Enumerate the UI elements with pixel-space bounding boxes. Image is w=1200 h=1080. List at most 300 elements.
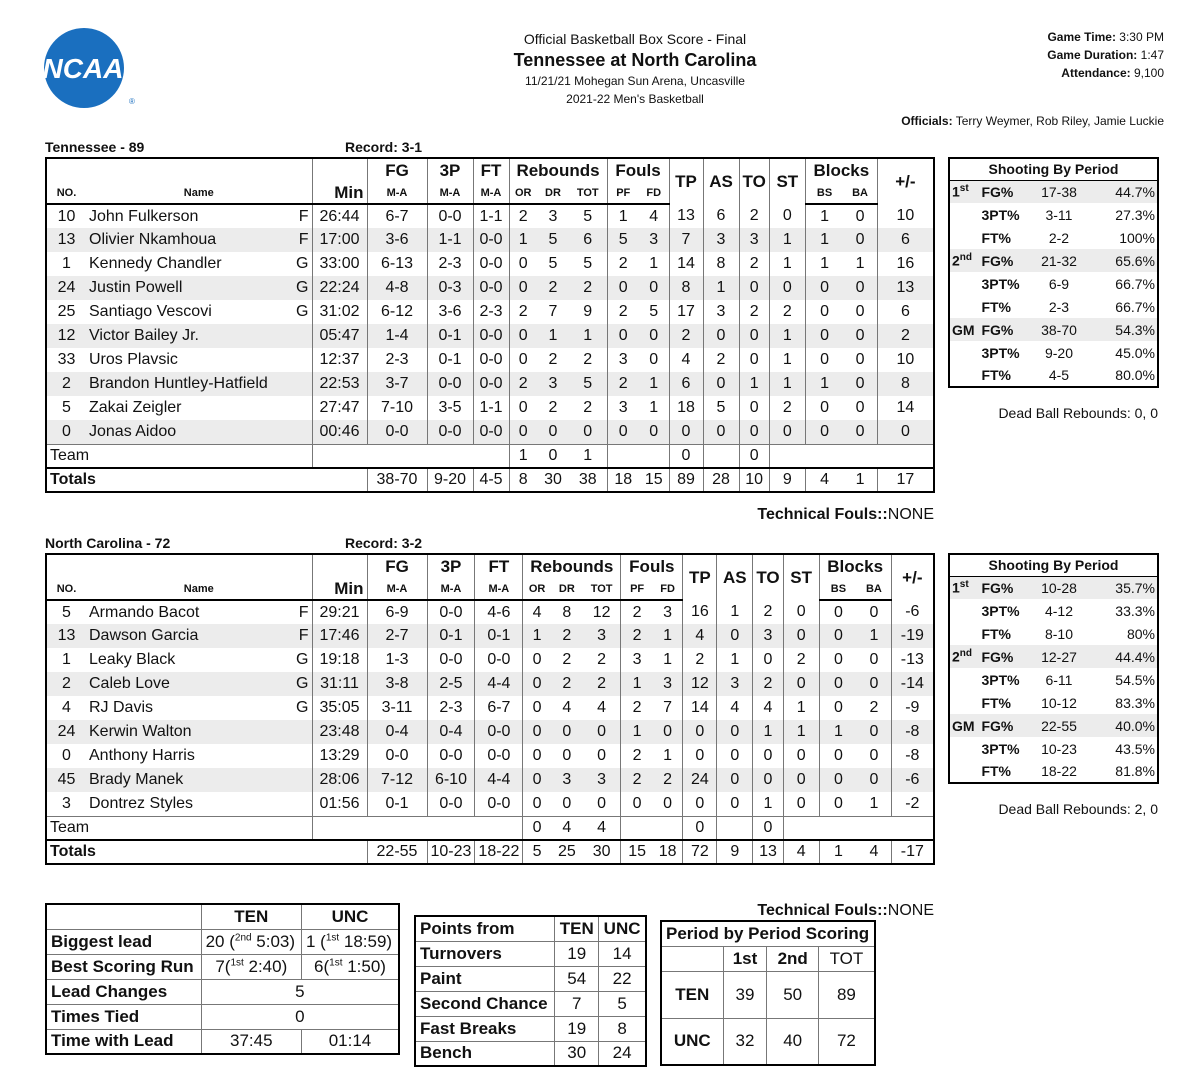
player-ft: 0-0 [475, 792, 523, 816]
player-number: 1 [62, 255, 71, 272]
sbp-stat: FG% [979, 576, 1025, 599]
player-bs: 0 [819, 600, 857, 624]
player-row [46, 372, 934, 396]
player-ba: 0 [843, 420, 877, 444]
header-fg-ma: M-A [367, 182, 427, 204]
player-fg: 6-7 [367, 204, 427, 228]
player-pf: 0 [607, 276, 639, 300]
player-row [46, 276, 934, 300]
totals-tp3: 9-20 [427, 468, 473, 492]
totals-dr: 30 [537, 468, 569, 492]
player-minutes: 26:44 [312, 204, 367, 228]
sbp-percent: 80% [1126, 625, 1155, 642]
sbp-period-num: 1 [952, 580, 960, 597]
sbp-period-num: 2 [952, 648, 960, 665]
player-position: F [298, 627, 309, 644]
header-tp: TP [669, 158, 703, 204]
player-number: 1 [62, 651, 71, 668]
player-tot: 3 [583, 624, 621, 648]
player-tp3: 6-10 [427, 768, 475, 792]
sbp-row [949, 668, 1158, 691]
player-row [46, 624, 934, 648]
header-tp: TP [683, 554, 717, 600]
player-pf: 0 [621, 792, 653, 816]
totals-or: 8 [509, 468, 537, 492]
player-dr: 0 [551, 720, 583, 744]
player-bs: 0 [805, 300, 843, 324]
sbp-percent: 44.4% [1093, 645, 1158, 668]
player-ft: 0-0 [475, 720, 523, 744]
player-name: RJ Davis [89, 699, 154, 716]
player-name: Olivier Nkamhoua [89, 231, 217, 248]
player-fg: 0-0 [367, 420, 427, 444]
player-pf: 3 [607, 396, 639, 420]
player-name-cell [86, 624, 312, 648]
sbp-stat: 3PT% [981, 602, 1020, 619]
player-minutes: 31:11 [312, 672, 367, 696]
ten-biggest-lead: 20 ($^{2nd}$ 5:03) [201, 929, 301, 954]
points-from-row [415, 1016, 646, 1041]
player-position: F [298, 603, 309, 621]
player-bs: 0 [819, 744, 857, 768]
team-row-label: Team [46, 816, 312, 840]
player-dr: 2 [562, 651, 572, 668]
team-blank-pf [607, 444, 639, 468]
totals-row [46, 468, 934, 492]
header-name: Name [86, 182, 312, 204]
player-row [46, 744, 934, 768]
period-score: 50 [767, 971, 818, 1018]
player-st: 0 [769, 276, 805, 300]
team-label: North Carolina - 72 [45, 535, 171, 551]
best-run-label: Best Scoring Run [46, 954, 201, 979]
player-dr: 3 [537, 372, 569, 396]
sbp-period-num: 1 [952, 184, 960, 201]
header-bs: BS [805, 182, 843, 204]
shooting-by-period-title: Shooting By Period [949, 158, 1158, 180]
team-blank-st [783, 816, 819, 840]
player-fg: 7-12 [367, 768, 427, 792]
header-as: AS [703, 158, 739, 204]
player-tp3: 0-1 [427, 324, 473, 348]
player-position: G [296, 255, 309, 272]
sbp-period [949, 341, 979, 364]
player-or: 0 [523, 720, 551, 744]
header-fd: FD [653, 578, 683, 600]
game-duration: 1:47 [1140, 48, 1164, 62]
player-pf: 3 [607, 348, 639, 372]
player-ba: 1 [855, 255, 865, 272]
player-name-cell [86, 276, 312, 300]
player-tot: 12 [592, 603, 611, 621]
player-as: 0 [717, 624, 753, 648]
totals-or: 5 [523, 840, 551, 864]
player-tp3: 0-4 [427, 720, 475, 744]
team-row [46, 816, 934, 840]
player-dr: 2 [548, 351, 558, 368]
header-dr: DR [551, 578, 583, 600]
player-minutes: 05:47 [312, 324, 367, 348]
technical-fouls [757, 506, 934, 524]
team-record: Record: 3-2 [345, 535, 423, 551]
player-or: 2 [509, 300, 537, 324]
player-st: 0 [783, 672, 819, 696]
points-from-ten: 19 [555, 1016, 599, 1041]
player-position: G [296, 279, 309, 296]
player-dr: 7 [548, 303, 558, 320]
sbp-stat: FG% [979, 645, 1025, 668]
player-minutes: 00:46 [312, 420, 367, 444]
game-time-label: Game Time: [1047, 30, 1116, 44]
sbp-percent: 100% [1119, 229, 1155, 246]
sbp-row [949, 203, 1158, 226]
times-tied-label: Times Tied [46, 1004, 201, 1029]
player-fd: 1 [663, 747, 673, 764]
totals-as: 9 [717, 840, 753, 864]
player-fg: 3-11 [367, 696, 427, 720]
player-tp3: 0-1 [427, 624, 475, 648]
player-pf: 0 [607, 420, 639, 444]
sbp-period [949, 203, 979, 226]
player-name-cell [86, 372, 312, 396]
points-from-row [415, 966, 646, 991]
player-fd: 0 [663, 794, 673, 812]
sbp-period [949, 668, 979, 691]
player-ft: 0-0 [475, 648, 523, 672]
player-ba: 0 [843, 276, 877, 300]
player-ba: 0 [869, 603, 879, 621]
player-pm: -2 [891, 792, 934, 816]
sbp-row [949, 180, 1158, 203]
player-or: 1 [509, 228, 537, 252]
player-dr: 1 [537, 324, 569, 348]
player-number: 13 [46, 228, 86, 252]
totals-pm: -17 [891, 840, 934, 864]
sbp-stat: FG% [979, 714, 1025, 737]
header-spacer [46, 158, 312, 182]
player-to: 3 [753, 624, 783, 648]
player-ft: 0-0 [473, 252, 509, 276]
player-fd: 5 [649, 303, 659, 320]
player-ba: 0 [843, 324, 877, 348]
team-blank-ba [857, 816, 891, 840]
ncaa-logo [36, 28, 134, 108]
player-as: 5 [703, 396, 739, 420]
player-dr: 2 [537, 276, 569, 300]
player-ba: 0 [869, 651, 879, 668]
player-fd: 3 [653, 672, 683, 696]
player-st: 2 [769, 396, 805, 420]
player-fd: 0 [639, 276, 669, 300]
player-row [46, 720, 934, 744]
player-pm: -13 [891, 648, 934, 672]
player-tp3: 0-0 [427, 648, 475, 672]
player-dr: 3 [548, 207, 558, 225]
header-no: NO. [46, 182, 86, 204]
player-pf: 1 [621, 672, 653, 696]
player-name: Justin Powell [89, 279, 183, 296]
player-tot: 0 [583, 720, 621, 744]
player-minutes: 23:48 [312, 720, 367, 744]
sbp-period [949, 691, 979, 714]
player-as: 0 [703, 324, 739, 348]
player-pm: 8 [877, 372, 934, 396]
player-st: 1 [769, 252, 805, 276]
player-to: 1 [753, 720, 783, 744]
player-fg: 0-4 [367, 720, 427, 744]
player-to: 0 [739, 420, 769, 444]
header-plus-minus: +/- [891, 554, 934, 600]
player-as: 0 [717, 720, 753, 744]
points-from-unc: 5 [599, 991, 646, 1016]
player-row [46, 792, 934, 816]
player-name: John Fulkerson [89, 207, 199, 225]
player-tp: 2 [669, 324, 703, 348]
player-minutes: 31:02 [312, 300, 367, 324]
player-as: 1 [703, 276, 739, 300]
sbp-made-attempted: 4-5 [1048, 367, 1070, 383]
sbp-percent: 54.3% [1093, 318, 1158, 341]
technical-fouls [757, 902, 934, 920]
player-tp3: 3-5 [427, 396, 473, 420]
player-position: G [296, 651, 309, 668]
player-ba: 0 [857, 768, 891, 792]
player-bs: 1 [805, 204, 843, 228]
player-tp: 0 [683, 792, 717, 816]
player-tp: 8 [669, 276, 703, 300]
points-from-ten: 19 [555, 941, 599, 966]
player-pf: 2 [621, 600, 653, 624]
shooting-by-period [948, 157, 1159, 388]
sbp-made-attempted: 10-28 [1025, 576, 1092, 599]
shooting-by-period [948, 553, 1159, 784]
player-or: 0 [523, 744, 551, 768]
player-minutes: 28:06 [312, 768, 367, 792]
team-to: 0 [753, 816, 783, 840]
sbp-percent: 44.7% [1093, 180, 1158, 203]
points-from-table [414, 915, 647, 1067]
player-or: 2 [509, 372, 537, 396]
player-as: 0 [717, 744, 753, 768]
points-from-unc: 22 [599, 966, 646, 991]
sbp-period [949, 576, 979, 599]
team-row-label: Team [46, 444, 312, 468]
player-ba: 0 [855, 351, 865, 368]
header-min-spacer [312, 158, 367, 182]
team-blank-st [769, 444, 805, 468]
player-fd: 0 [639, 324, 669, 348]
player-st: 0 [783, 624, 819, 648]
player-ba: 0 [855, 399, 865, 416]
sbp-stat: 3PT% [981, 740, 1020, 757]
report-subtitle: Official Basketball Box Score - Final [523, 31, 747, 47]
sbp-period-suffix: nd [959, 648, 973, 660]
sbp-period-suffix: st [959, 183, 969, 195]
player-to: 2 [753, 600, 783, 624]
sbp-stat: FT% [981, 625, 1012, 642]
header-plus-minus: +/- [877, 158, 934, 204]
player-ba: 0 [855, 207, 865, 225]
player-pf: 2 [621, 624, 653, 648]
player-minutes: 17:00 [312, 228, 367, 252]
sbp-period [949, 599, 979, 622]
player-ft: 0-0 [473, 372, 509, 396]
sbp-stat: FG% [979, 318, 1025, 341]
player-name: Dawson Garcia [89, 627, 199, 644]
player-pm: -8 [891, 720, 934, 744]
totals-dr: 25 [551, 840, 583, 864]
player-or: 0 [509, 348, 537, 372]
player-pf: 1 [607, 204, 639, 228]
col-ten: TEN [201, 904, 301, 929]
player-fd: 0 [649, 351, 659, 368]
player-minutes: 01:56 [312, 792, 367, 816]
technical-fouls-value: NONE [887, 902, 934, 919]
player-minutes: 12:37 [312, 348, 367, 372]
team-blank-ft [475, 816, 523, 840]
player-name-cell [86, 720, 312, 744]
player-bs: 0 [805, 396, 843, 420]
player-fg: 4-8 [367, 276, 427, 300]
player-bs: 0 [805, 276, 843, 300]
times-tied: 0 [201, 1004, 399, 1029]
sbp-stat: 3PT% [981, 206, 1020, 223]
player-tp3: 0-3 [427, 276, 473, 300]
header-tot: TOT [583, 578, 621, 600]
player-pm: -6 [891, 600, 934, 624]
points-from-unc: 8 [599, 1016, 646, 1041]
player-name-cell [86, 204, 312, 228]
player-st: 1 [783, 720, 819, 744]
sbp-stat: 3PT% [981, 344, 1020, 361]
player-bs: 0 [819, 792, 857, 816]
totals-tp: 89 [669, 468, 703, 492]
player-number: 5 [62, 399, 71, 416]
sbp-percent: 65.6% [1093, 249, 1158, 272]
totals-tot: 30 [583, 840, 621, 864]
player-ba: 0 [843, 228, 877, 252]
sbp-period [949, 645, 979, 668]
player-bs: 0 [805, 348, 843, 372]
player-st: 0 [783, 600, 819, 624]
sbp-row [949, 737, 1158, 760]
player-ba: 0 [869, 747, 879, 764]
player-row [46, 324, 934, 348]
player-row [46, 420, 934, 444]
player-ft: 0-1 [475, 624, 523, 648]
points-from-label: Fast Breaks [415, 1016, 555, 1041]
player-ft: 4-6 [475, 600, 523, 624]
player-minutes: 33:00 [312, 252, 367, 276]
team-blank-fd [653, 816, 683, 840]
season-line: 2021-22 Men's Basketball [566, 92, 704, 106]
player-pm: 0 [877, 420, 934, 444]
player-tp: 13 [669, 204, 703, 228]
sbp-percent: 40.0% [1093, 714, 1158, 737]
player-or: 0 [509, 396, 537, 420]
player-minutes: 35:05 [312, 696, 367, 720]
totals-fg: 22-55 [367, 840, 427, 864]
header-bs: BS [819, 578, 857, 600]
player-to: 0 [739, 396, 769, 420]
player-dr: 2 [548, 399, 558, 416]
report-header [400, 30, 870, 108]
header-blocks: Blocks [805, 158, 877, 182]
player-tp3: 3-6 [427, 300, 473, 324]
player-tp3: 2-3 [427, 252, 473, 276]
sbp-made-attempted: 10-23 [1041, 740, 1077, 757]
player-dr: 2 [551, 672, 583, 696]
sbp-percent: 83.3% [1115, 694, 1155, 711]
sbp-period-suffix: st [959, 579, 969, 591]
header-min-spacer [312, 554, 367, 578]
attendance-label: Attendance: [1061, 66, 1131, 80]
header-ft: FT [475, 554, 523, 578]
player-pm: 10 [877, 204, 934, 228]
player-tot: 2 [569, 276, 607, 300]
player-ft: 1-1 [473, 204, 509, 228]
header-name: Name [86, 578, 312, 600]
player-name: Victor Bailey Jr. [89, 327, 199, 344]
player-row [46, 348, 934, 372]
time-with-lead-label: Time with Lead [46, 1029, 201, 1054]
player-or: 0 [523, 792, 551, 816]
player-tp3: 0-0 [427, 204, 473, 228]
player-fd: 0 [653, 720, 683, 744]
player-ba: 0 [857, 672, 891, 696]
player-ba: 0 [843, 372, 877, 396]
player-pm: -19 [891, 624, 934, 648]
team-blank-pm [891, 816, 934, 840]
player-tot: 5 [583, 207, 593, 225]
player-pm: -6 [891, 768, 934, 792]
player-pm: 2 [877, 324, 934, 348]
points-from-label: Second Chance [415, 991, 555, 1016]
player-name: Brady Manek [89, 771, 184, 788]
player-name: Brandon Huntley-Hatfield [89, 375, 268, 392]
player-ft: 0-0 [473, 348, 509, 372]
sbp-row [949, 760, 1158, 783]
team-row [46, 444, 934, 468]
sbp-row [949, 599, 1158, 622]
player-fd: 1 [639, 372, 669, 396]
player-or: 0 [523, 696, 551, 720]
totals-row [46, 840, 934, 864]
player-as: 0 [703, 420, 739, 444]
player-as: 1 [717, 648, 753, 672]
player-position: G [296, 303, 309, 320]
player-ba: 2 [869, 699, 879, 716]
player-dr: 0 [562, 794, 572, 812]
player-or: 0 [509, 252, 537, 276]
player-tp3: 1-1 [427, 228, 473, 252]
player-fg: 7-10 [367, 396, 427, 420]
sbp-made-attempted: 12-27 [1025, 645, 1092, 668]
header-pf: PF [607, 182, 639, 204]
player-to: 4 [753, 696, 783, 720]
sbp-made-attempted: 10-12 [1041, 694, 1077, 711]
player-or: 0 [509, 420, 537, 444]
player-name: Santiago Vescovi [89, 303, 212, 320]
svg-text:NCAA: NCAA [42, 53, 124, 84]
header-3p: 3P [427, 158, 473, 182]
player-tp3: 2-3 [427, 696, 475, 720]
player-as: 1 [717, 600, 753, 624]
player-number: 10 [57, 207, 76, 225]
sbp-row [949, 272, 1158, 295]
player-row [46, 768, 934, 792]
technical-fouls-value: NONE [887, 506, 934, 523]
